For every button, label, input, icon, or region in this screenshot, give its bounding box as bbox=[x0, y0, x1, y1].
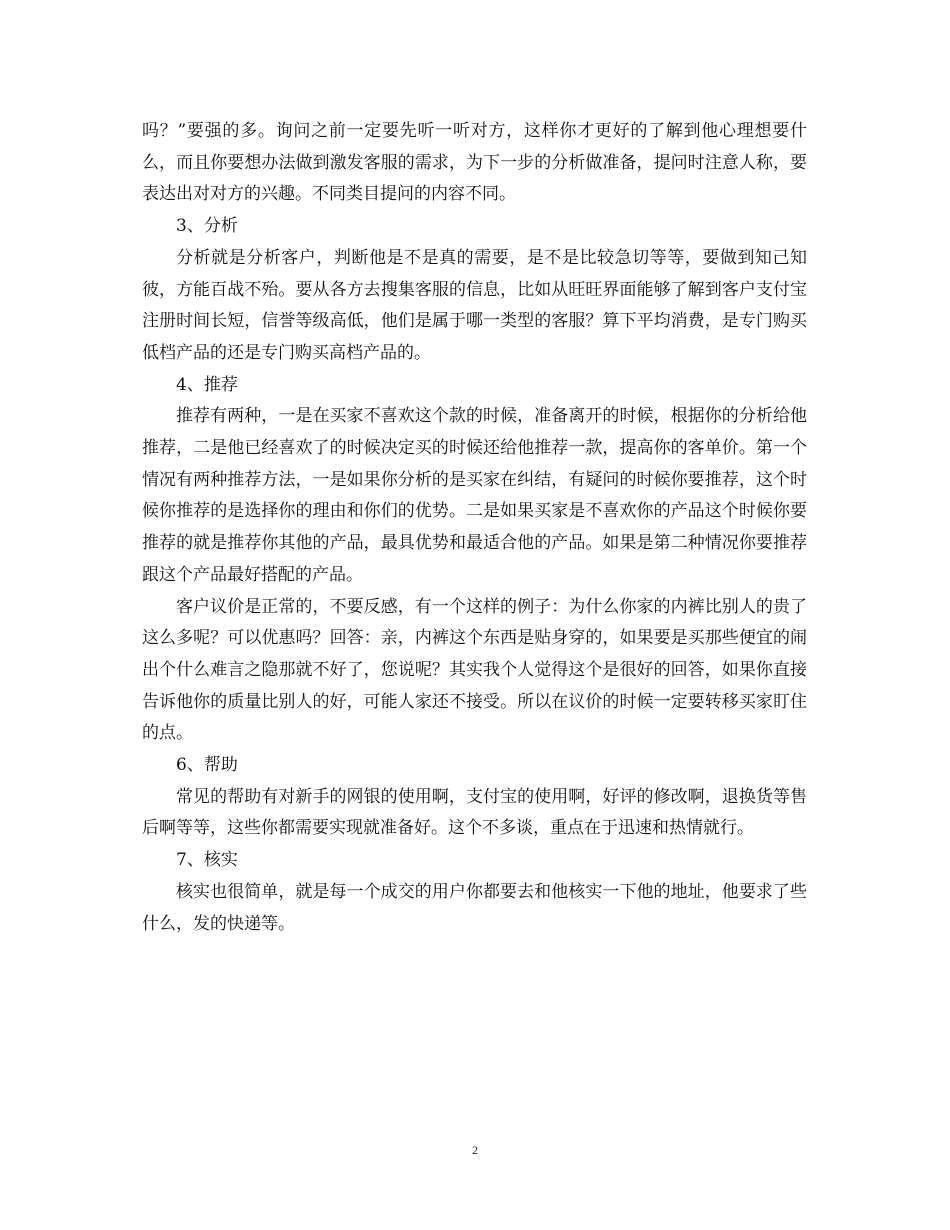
paragraph-help: 常见的帮助有对新手的网银的使用啊，支付宝的使用啊，好评的修改啊，退换货等售后啊等等，这些你都需要实现就准备好。这个不多谈，重点在于迅速和热情就行。 bbox=[142, 786, 807, 839]
page-number: 2 bbox=[472, 1143, 478, 1157]
document-body bbox=[142, 116, 807, 940]
section-heading-help: 6、帮助 bbox=[176, 755, 238, 776]
section-heading-verify: 7、核实 bbox=[176, 850, 238, 871]
paragraph-price-negotiation: 客户议价是正常的，不要反感，有一个这样的例子：为什么你家的内裤比别人的贵了这么多呢？可以优惠吗？回答：亲，内裤这个东西是贴身穿的，如果要是买那些便宜的闹出个什么难言之隐那就不好了，您说呢？其实我个人觉得这个是很好的回答，如果你直接告诉他你的质量比别人的好，可能人家还不接受。所以在议价的时候一定要转移买家盯住的点。 bbox=[142, 596, 807, 744]
paragraph-analysis: 分析就是分析客户，判断他是不是真的需要，是不是比较急切等等，要做到知己知彼，方能百战不殆。要从各方去搜集客服的信息，比如从旺旺界面能够了解到客户支付宝注册时间长短，信誉等级高低，他们是属于哪一类型的客服？算下平均消费，是专门购买低档产品的还是专门购买高档产品的。 bbox=[142, 247, 807, 363]
paragraph-recommend: 推荐有两种，一是在买家不喜欢这个款的时候，准备离开的时候，根据你的分析给他推荐，二是他已经喜欢了的时候决定买的时候还给他推荐一款，提高你的客单价。第一个情况有两种推荐方法，一是如果你分析的是买家在纠结，有疑问的时候你要推荐，这个时候你推荐的是选择你的理由和你们的优势。二是如果买家是不喜欢你的产品这个时候你要推荐的就是推荐你其他的产品，最具优势和最适合他的产品。如果是第二种情况你要推荐跟这个产品最好搭配的产品。 bbox=[142, 406, 807, 585]
section-heading-recommend: 4、推荐 bbox=[176, 374, 238, 395]
paragraph-continuation: 吗？”要强的多。询问之前一定要先听一听对方，这样你才更好的了解到他心理想要什么，而且你要想办法做到激发客服的需求，为下一步的分析做准备，提问时注意人称，要表达出对对方的兴趣。不同类目提问的内容不同。 bbox=[142, 121, 807, 205]
section-heading-analysis: 3、分析 bbox=[176, 216, 238, 237]
paragraph-verify: 核实也很简单，就是每一个成交的用户你都要去和他核实一下他的地址，他要求了些什么，发的快递等。 bbox=[142, 881, 807, 934]
